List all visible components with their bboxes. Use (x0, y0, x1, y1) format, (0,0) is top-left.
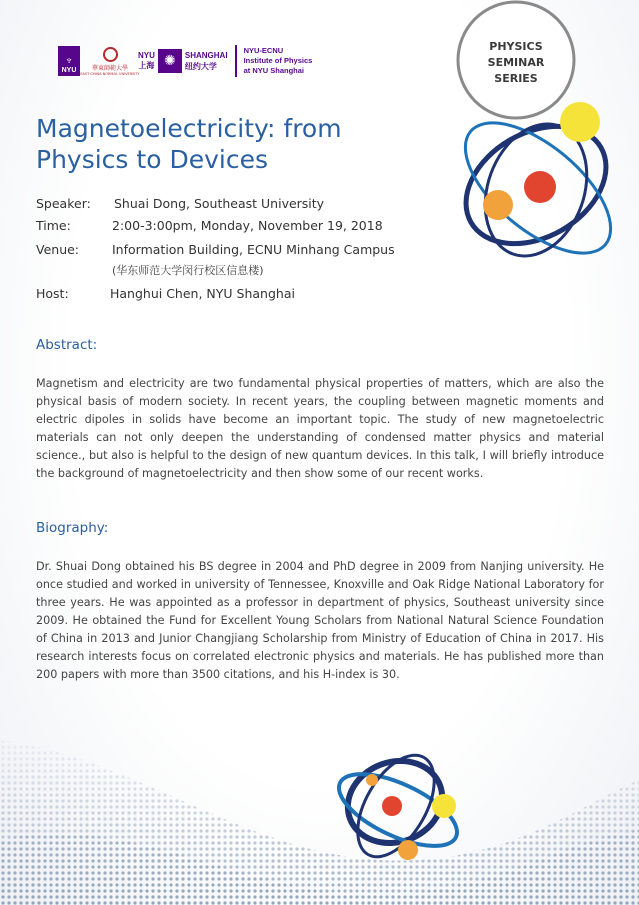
nyu-logo (58, 46, 80, 76)
nyush-right-text (185, 50, 228, 72)
title-line1: Magnetoelectricity: from (36, 114, 342, 143)
nyush-left-1: NYU (138, 51, 155, 60)
nyush-right-2: 纽约大学 (184, 62, 217, 71)
nyu-logo-text: NYU (61, 67, 77, 74)
nyu-shanghai-logo (138, 49, 228, 73)
biography-text: Dr. Shuai Dong obtained his BS degree in 2004 and PhD degree in 2009 from Nanjing university. He once studied and worked in university of Tennessee, Knoxville and Oak Ridge National Laboratory for three years. He was appointed as a professor in department of physics, Southeast university since 2009. He obtained the Fund for Excellent Young Scholars from National Natural Science Foundation of China in 2013 and Junior Changjiang Scholarship from Ministry of Education of China in 2017. His research interests focus on correlated electronic physics and materials. He has published more than 200 papers with more than 3500 citations, and his H-index is 30. (36, 560, 604, 681)
time-label: Time: (36, 218, 71, 233)
host-value: Hanghui Chen, NYU Shanghai (110, 286, 295, 301)
physics-seminar-atom (440, 0, 639, 300)
abstract-text: Magnetism and electricity are two fundamental physical properties of matters, which are also the physical basis of modern society. In recent years, the coupling between magnetic moments and electric dipoles in solids have become an important topic. The study of new magnetoelectric materials can not only deepen the understanding of condensed matter physics and material science., but also is helpful to the design of new quantum devices. In this talk, I will briefly introduce the background of magnetoelectricity and then show some of our recent works. (36, 377, 604, 480)
header-logos (58, 44, 312, 78)
orange-particle (483, 190, 513, 220)
badge-line2: SEMINAR (487, 56, 545, 69)
venue-label: Venue: (36, 242, 80, 257)
institute-line1: NYU-ECNU (243, 46, 284, 55)
institute-name (244, 46, 313, 76)
time-value: 2:00-3:00pm, Monday, November 19, 2018 (112, 218, 383, 233)
nyush-mark-icon: ✺ (158, 49, 182, 73)
nyush-right-1: SHANGHAI (184, 51, 228, 60)
venue-value: Information Building, ECNU Minhang Campus (112, 242, 395, 257)
yellow-particle (432, 794, 456, 818)
biography-heading: Biography: (36, 520, 109, 536)
ecnu-logo (80, 47, 140, 76)
ecnu-name-cn: 華東師範大學 (91, 64, 128, 72)
badge-line3: SERIES (494, 72, 538, 85)
nyush-left-text (138, 51, 155, 71)
bottom-atom (320, 740, 480, 890)
badge-line1: PHYSICS (489, 40, 543, 53)
nyush-left-2: 上海 (138, 61, 155, 70)
torch-icon: ♆ (64, 55, 74, 67)
venue-value-cn: (华东师范大学闵行校区信息楼) (112, 264, 264, 277)
ecnu-name-en: EAST CHINA NORMAL UNIVERSITY (80, 71, 140, 76)
logo-divider (235, 45, 237, 77)
host-label: Host: (36, 286, 69, 301)
yellow-particle (560, 102, 600, 142)
orange-particle (398, 840, 418, 860)
institute-line2: Institute of Physics (243, 56, 313, 65)
speaker-value: Shuai Dong, Southeast University (114, 196, 325, 211)
talk-title (36, 113, 436, 175)
nucleus-particle (382, 796, 402, 816)
nucleus-particle (524, 171, 556, 203)
title-line2: Physics to Devices (36, 145, 268, 174)
orange-particle (366, 774, 378, 786)
speaker-label: Speaker: (36, 196, 91, 211)
ecnu-seal-icon (103, 47, 118, 62)
abstract-heading: Abstract: (36, 337, 98, 353)
institute-line3: at NYU Shanghai (243, 66, 304, 75)
